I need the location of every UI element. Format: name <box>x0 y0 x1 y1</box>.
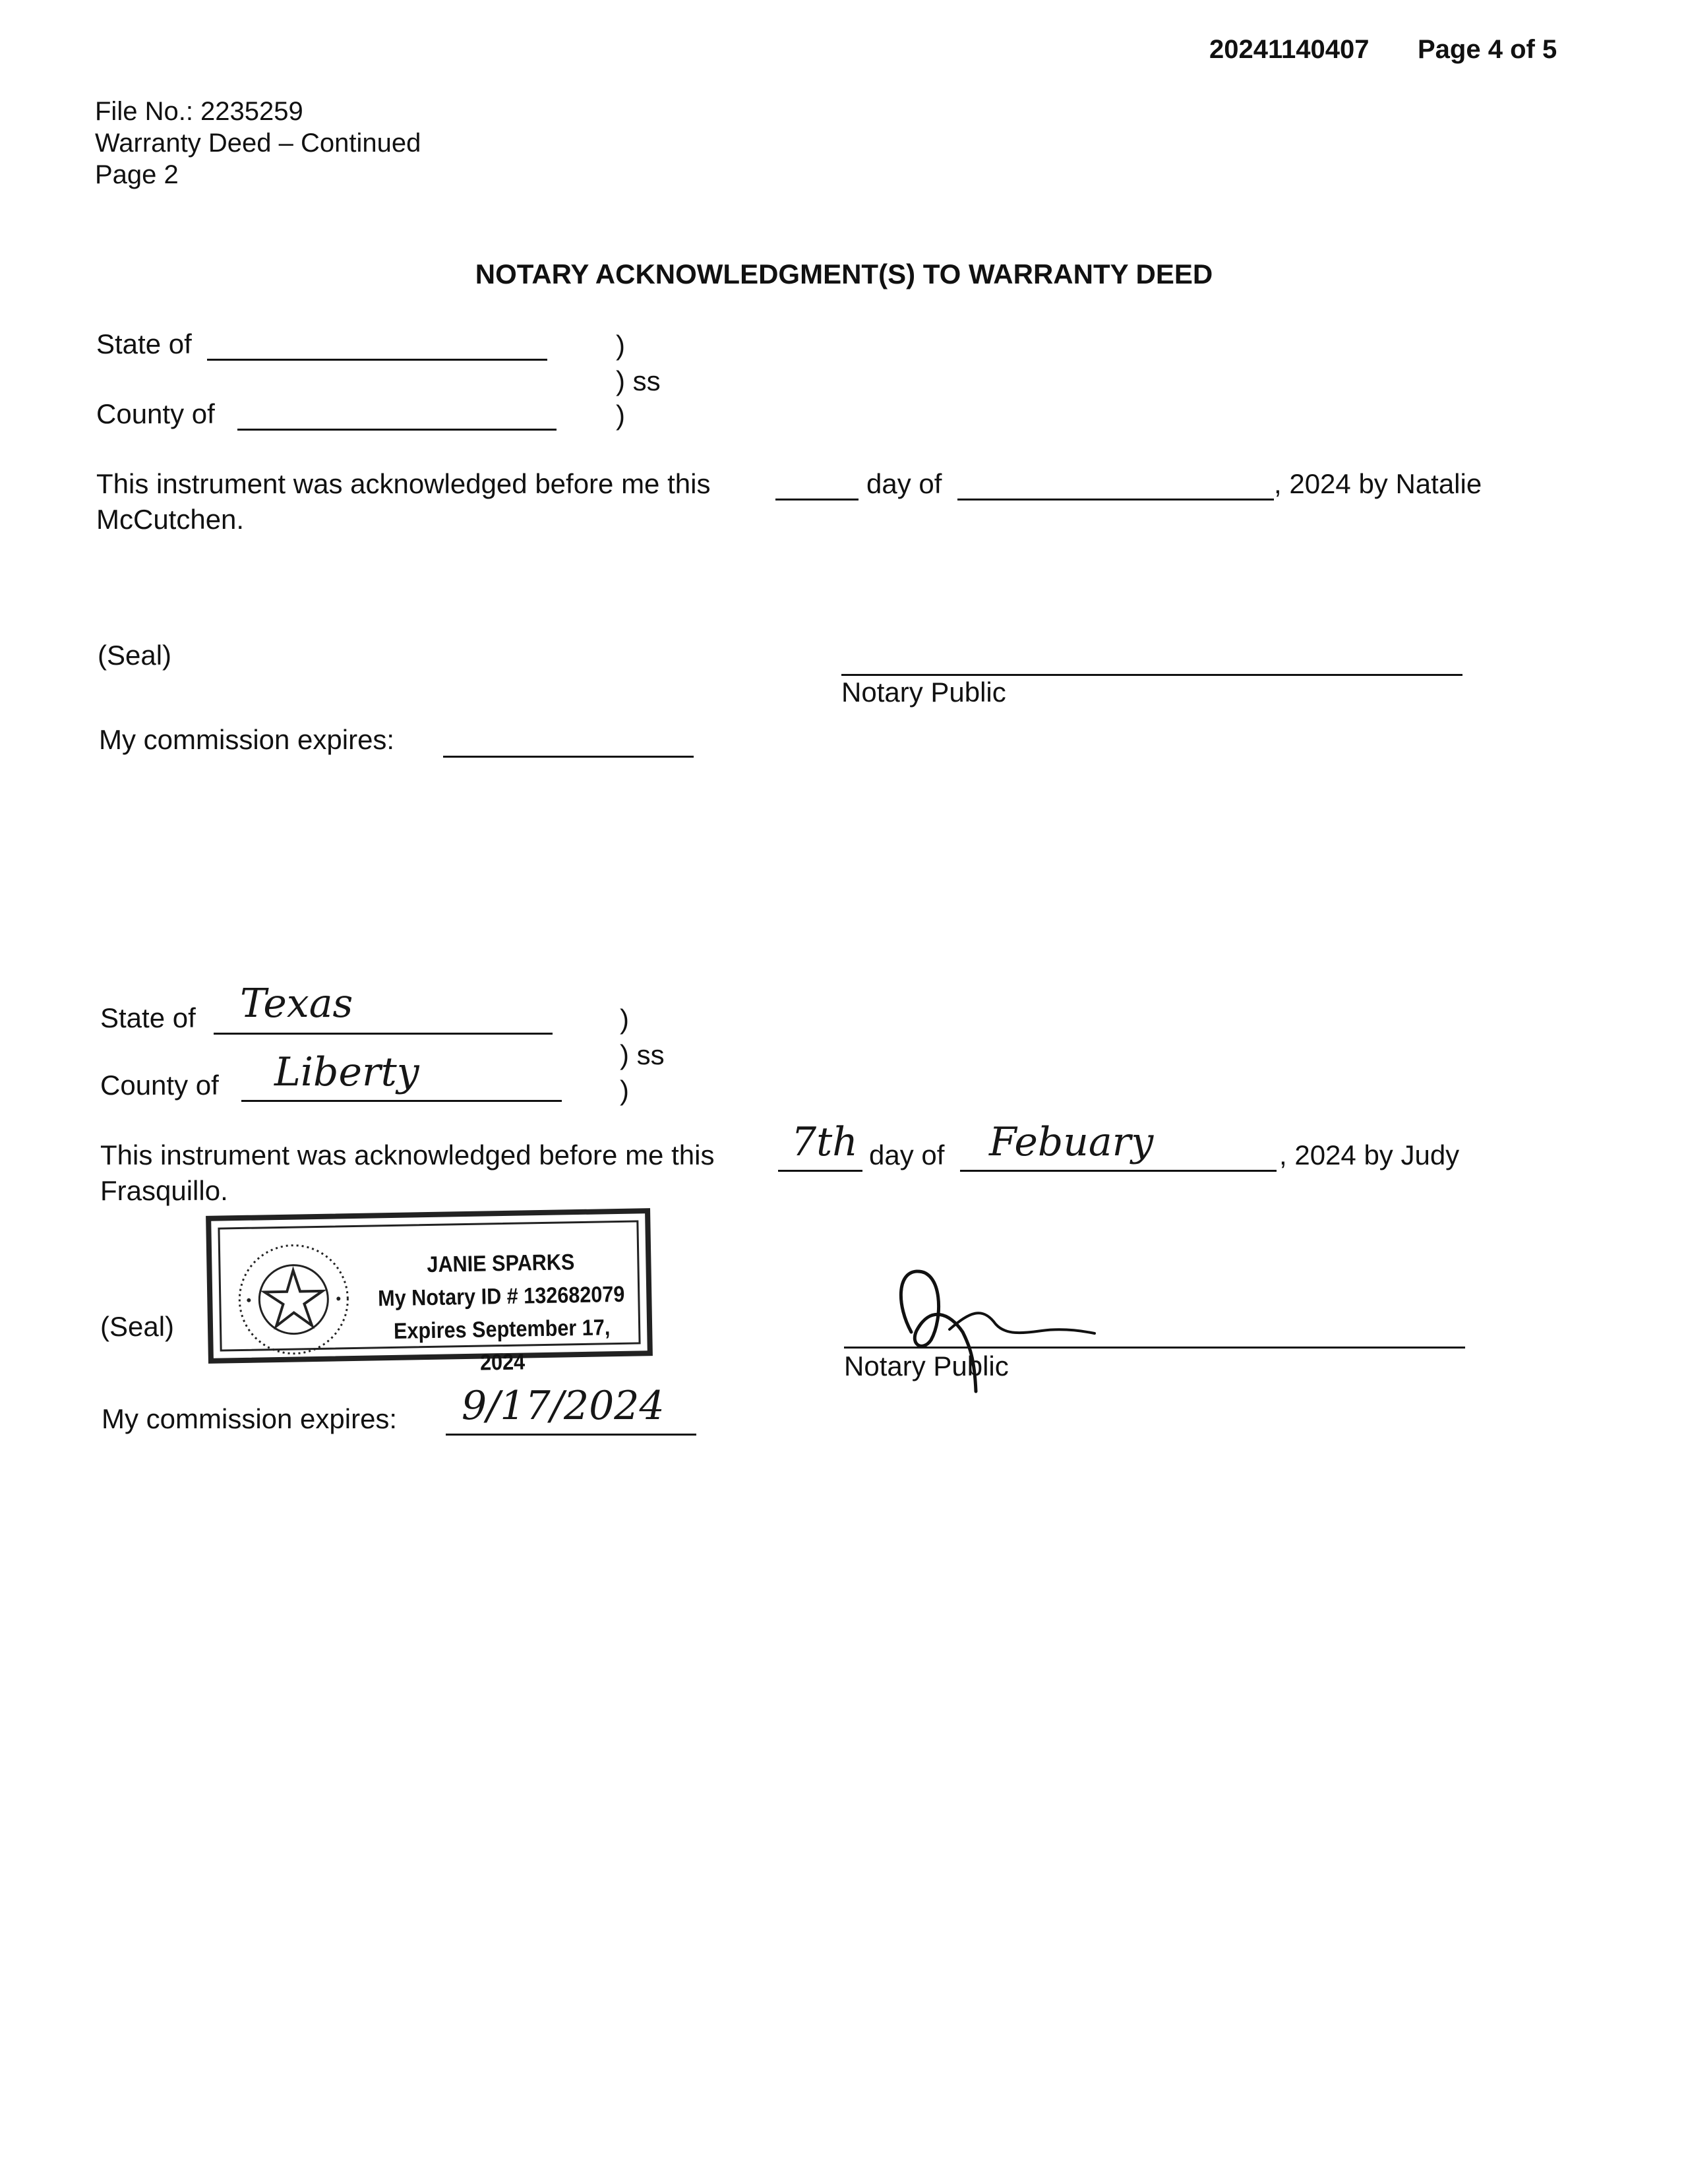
commission-value-handwritten: 9/17/2024 <box>462 1383 665 1429</box>
page-title: NOTARY ACKNOWLEDGMENT(S) TO WARRANTY DEED <box>475 258 1213 289</box>
stamp-text-block <box>359 1244 644 1381</box>
county-value-handwritten: Liberty <box>274 1049 419 1095</box>
stamp-inner-border <box>218 1220 640 1376</box>
ss-marker-2: ) ss <box>620 1039 665 1070</box>
county-label-2: County of <box>100 1070 219 1101</box>
notary-public-label-2: Notary Public <box>844 1350 1009 1381</box>
county-blank-line <box>237 429 557 431</box>
month-blank-line <box>957 499 1274 501</box>
ack-text-part2-2: day of <box>869 1139 945 1170</box>
seal-label: (Seal) <box>98 640 172 671</box>
bracket-top-2: ) <box>620 1004 629 1035</box>
file-subtitle: Warranty Deed – Continued <box>95 129 421 158</box>
state-line-2 <box>214 1033 553 1035</box>
file-page: Page 2 <box>95 160 179 189</box>
state-label-2: State of <box>100 1002 196 1033</box>
stamp-expiration: Expires September 17, 2024 <box>393 1315 611 1376</box>
ack-text-part2: day of <box>866 468 942 499</box>
stamp-notary-id: My Notary ID # 132682079 <box>377 1281 625 1312</box>
month-line-2 <box>960 1170 1277 1172</box>
ack-text-part1-2: This instrument was acknowledged before me this <box>100 1139 715 1170</box>
day-value-handwritten: 7th <box>791 1119 858 1165</box>
day-line-2 <box>778 1170 862 1172</box>
page-indicator: Page 4 of 5 <box>1418 35 1557 64</box>
ack-text-part1: This instrument was acknowledged before me this <box>96 468 711 499</box>
texas-notary-star-seal-icon <box>235 1240 353 1358</box>
document-number: 20241140407 <box>1209 35 1370 64</box>
notary-public-label: Notary Public <box>841 677 1006 708</box>
bracket-top: ) <box>616 330 625 361</box>
seal-label-2: (Seal) <box>100 1311 175 1342</box>
file-number: File No.: 2235259 <box>95 97 303 126</box>
commission-blank-line <box>443 756 694 758</box>
stamp-notary-name: JANIE SPARKS <box>427 1250 575 1278</box>
bracket-bottom-2: ) <box>620 1075 629 1106</box>
notary-stamp <box>206 1208 653 1376</box>
commission-label-2: My commission expires: <box>102 1403 398 1434</box>
ack-text-part3: , 2024 by Natalie <box>1274 468 1482 499</box>
state-blank-line <box>207 359 547 361</box>
notary-signature-line-2 <box>844 1347 1465 1349</box>
bracket-bottom: ) <box>616 400 625 431</box>
ack-text-line2: McCutchen. <box>96 504 245 535</box>
ack-text-part3-2: , 2024 by Judy <box>1279 1139 1460 1170</box>
state-label: State of <box>96 328 192 359</box>
commission-label: My commission expires: <box>99 724 395 755</box>
notary-signature-line <box>841 674 1462 676</box>
county-line-2 <box>241 1100 562 1102</box>
day-blank-line <box>775 499 859 501</box>
state-value-handwritten: Texas <box>240 981 353 1027</box>
ack-text-line2-2: Frasquillo. <box>100 1175 228 1206</box>
commission-line-2 <box>446 1434 696 1436</box>
ss-marker: ) ss <box>616 365 661 396</box>
county-label: County of <box>96 398 215 429</box>
month-value-handwritten: Febuary <box>989 1119 1154 1165</box>
